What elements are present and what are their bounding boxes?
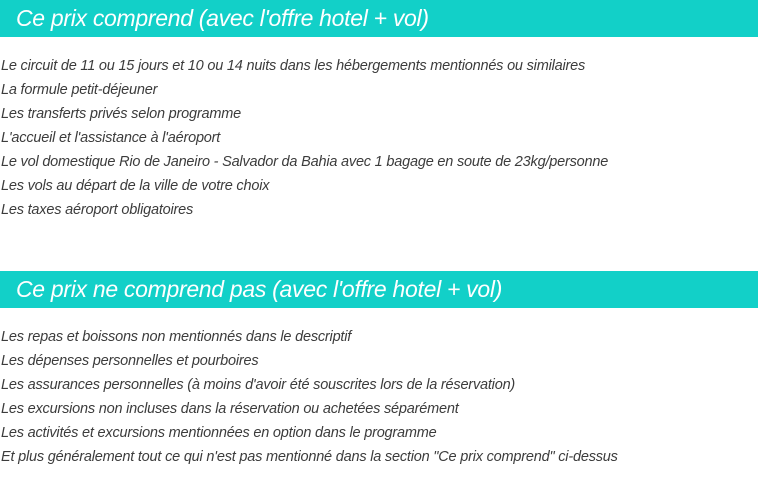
list-item: L'accueil et l'assistance à l'aéroport [1,130,221,146]
list-item: Les assurances personnelles (à moins d'avoir été souscrites lors de la réservation) [1,377,516,393]
excluded-section [0,271,758,469]
list-item: Les vols au départ de la ville de votre choix [1,178,270,194]
list-item: Les repas et boissons non mentionnés dans le descriptif [1,329,352,345]
list-item: La formule petit-déjeuner [1,82,158,98]
excluded-list [0,325,758,469]
list-item: Et plus généralement tout ce qui n'est pas mentionné dans la section "Ce prix comprend" ci-dessus [1,449,618,465]
list-item: Les excursions non incluses dans la réservation ou achetées séparément [1,401,459,417]
excluded-heading: Ce prix ne comprend pas (avec l'offre hotel + vol) [0,271,758,308]
list-item: Les activités et excursions mentionnées en option dans le programme [1,425,437,441]
list-item: Les dépenses personnelles et pourboires [1,353,259,369]
list-item: Les transferts privés selon programme [1,106,242,122]
list-item: Le vol domestique Rio de Janeiro - Salvador da Bahia avec 1 bagage en soute de 23kg/personne [1,154,609,170]
list-item: Les taxes aéroport obligatoires [1,202,194,218]
included-heading: Ce prix comprend (avec l'offre hotel + vol) [0,0,758,37]
included-list [0,54,758,222]
list-item: Le circuit de 11 ou 15 jours et 10 ou 14 nuits dans les hébergements mentionnés ou similaires [1,58,586,74]
included-section [0,0,758,222]
